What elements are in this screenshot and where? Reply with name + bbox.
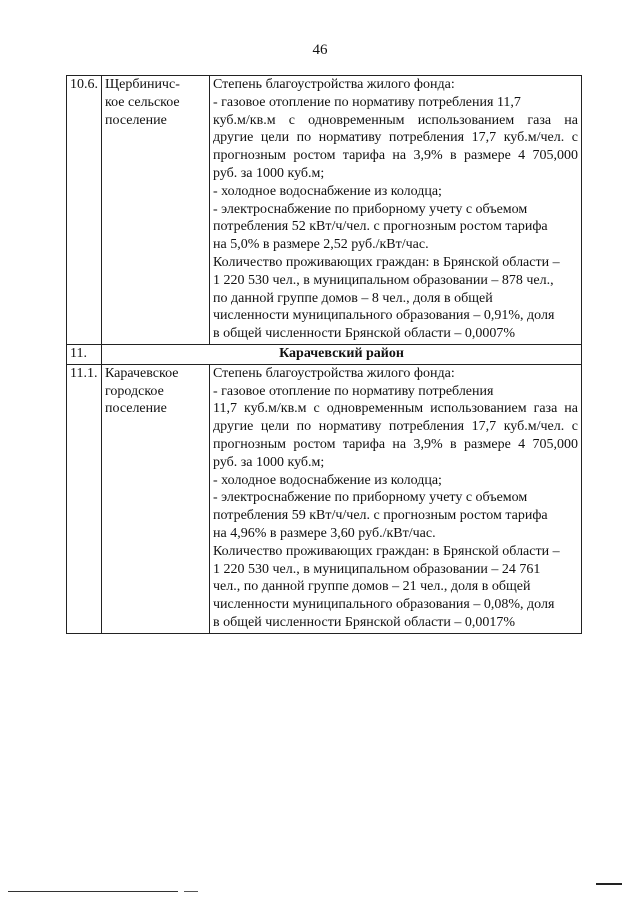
description-line: 1 220 530 чел., в муниципальном образовании – 878 чел., (213, 272, 554, 288)
row-number: 11. (67, 344, 102, 364)
description-line: другие цели по нормативу потребления 17,7 куб.м/чел. с (213, 130, 578, 146)
description-line: по данной группе домов – 8 чел., доля в общей (213, 290, 493, 306)
description-line: - газовое отопление по нормативу потребления (213, 383, 494, 399)
description-line: Количество проживающих граждан: в Брянской области – (213, 543, 560, 559)
description-line: потребления 59 кВт/ч/чел. с прогнозным ростом тарифа (213, 508, 548, 524)
description-line: 1 220 530 чел., в муниципальном образовании – 24 761 (213, 561, 541, 577)
description-line: потребления 52 кВт/ч/чел. с прогнозным ростом тарифа (213, 219, 548, 235)
description-line: - газовое отопление по нормативу потребления 11,7 (213, 94, 521, 110)
settlement-name-line: поселение (105, 401, 167, 417)
settlement-description (210, 76, 582, 345)
settlements-table (66, 75, 582, 634)
description-line: в общей численности Брянской области – 0,0007% (213, 326, 516, 342)
bottom-rule (8, 891, 178, 892)
description-line: численности муниципального образования – 0,91%, доля (213, 308, 555, 324)
settlement-name-line: Карачевское (105, 365, 179, 381)
description-line: прогнозным ростом тарифа на 3,9% в размере 4 705,000 (213, 436, 578, 452)
page-number: 46 (312, 42, 328, 58)
table-row-11-1 (67, 364, 582, 633)
description-line: - холодное водоснабжение из колодца; (213, 183, 442, 199)
row-number: 10.6. (67, 76, 102, 345)
description-line: в общей численности Брянской области – 0,0017% (213, 614, 516, 630)
district-title: Карачевский район (102, 344, 582, 364)
description-line: Степень благоустройства жилого фонда: (213, 365, 455, 381)
settlement-name (102, 364, 210, 633)
settlement-name-line: городское (105, 383, 164, 399)
description-line: прогнозным ростом тарифа на 3,9% в размере 4 705,000 (213, 148, 578, 164)
bottom-dash (184, 891, 198, 892)
description-line: на 5,0% в размере 2,52 руб./кВт/час. (213, 237, 429, 253)
description-line: чел., по данной группе домов – 21 чел., доля в общей (213, 579, 531, 595)
settlement-description (210, 364, 582, 633)
description-line: численности муниципального образования – 0,08%, доля (213, 597, 555, 613)
description-line: руб. за 1000 куб.м; (213, 165, 325, 181)
table-row-11-section (67, 344, 582, 364)
description-line: Количество проживающих граждан: в Брянской области – (213, 254, 560, 270)
description-line: куб.м/кв.м с одновременным использованием газа на (213, 112, 578, 128)
description-line: другие цели по нормативу потребления 17,7 куб.м/чел. с (213, 419, 578, 435)
description-line: на 4,96% в размере 3,60 руб./кВт/час. (213, 525, 436, 541)
settlement-name-line: кое сельское (105, 94, 180, 110)
description-line: - холодное водоснабжение из колодца; (213, 472, 442, 488)
description-line: - электроснабжение по приборному учету с объемом (213, 490, 528, 506)
settlement-name-line: Щербиничс- (105, 77, 180, 92)
table-row-10-6 (67, 76, 582, 345)
description-line: руб. за 1000 куб.м; (213, 454, 325, 470)
description-line: Степень благоустройства жилого фонда: (213, 77, 455, 92)
row-number: 11.1. (67, 364, 102, 633)
margin-mark (596, 883, 622, 885)
settlement-name-line: поселение (105, 112, 167, 128)
description-line: 11,7 куб.м/кв.м с одновременным использованием газа на (213, 401, 578, 417)
settlement-name (102, 76, 210, 345)
description-line: - электроснабжение по приборному учету с объемом (213, 201, 528, 217)
